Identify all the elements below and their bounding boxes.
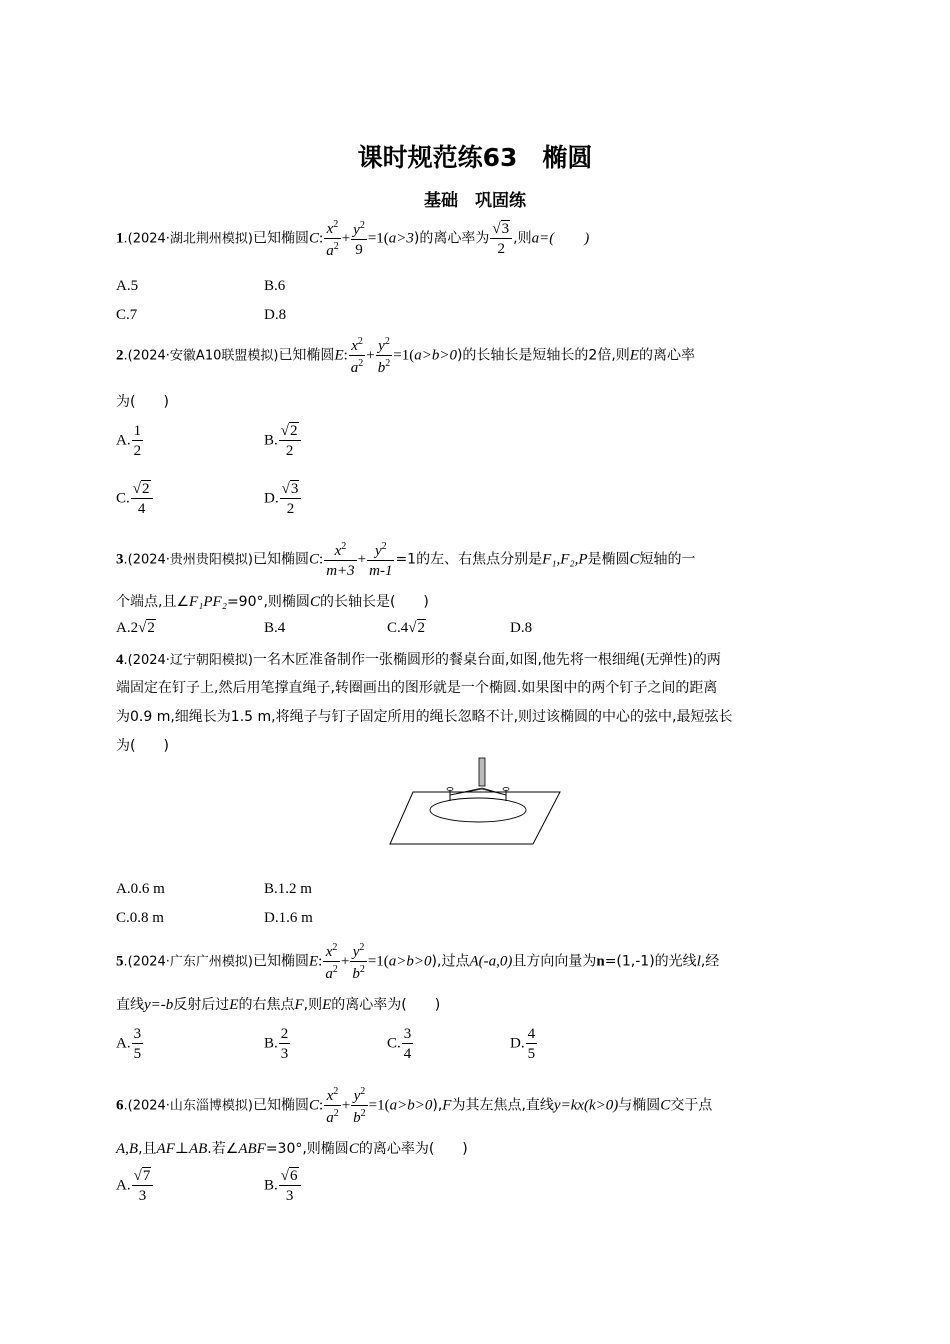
q6-frac-x: $\frac{x^2}{a^2}$ <box>326 1086 339 1126</box>
page-title: 课时规范练63 椭圆 <box>357 143 593 172</box>
q1-frac-y: $\frac{y^2}{9}$ <box>353 220 365 258</box>
q4-stem-line3: 为0.9 m,细绳长为1.5 m,将绳子与钉子固定所用的绳长忽略不计,则过该椭圆的中心的弦中,最短弦长 <box>116 709 733 725</box>
q3-frac-y: $\frac{y^2}{m-1}$ <box>369 541 393 579</box>
q5-option-c[interactable]: C. $\frac{3}{4}$ <box>387 1026 412 1062</box>
q3-option-d[interactable]: D.8 <box>510 620 533 636</box>
q4-stem-line4: 为( ) <box>116 738 169 754</box>
pencil <box>479 758 485 786</box>
q6-option-a[interactable]: A. $\frac{√7}{3}$ <box>116 1168 154 1204</box>
q1-stem: 1.(2024·湖北荆州模拟)已知椭圆C: $\frac{x^2}{a^2}$ + $\frac{y^2}{9}$ =1(a>3)的离心率为 $\frac{√3}{2}$ ,则a=( ) <box>116 219 590 259</box>
q5-option-b[interactable]: B. $\frac{2}{3}$ <box>264 1026 289 1062</box>
q2-option-d[interactable]: D. $\frac{√3}{2}$ <box>264 481 302 517</box>
q6-stem-line2: A,B,且AF⊥AB.若∠ABF=30°,则椭圆C的离心率为( ) <box>116 1141 468 1157</box>
q5-stem-line2: 直线y=-b反射后过E的右焦点F,则E的离心率为( ) <box>116 997 441 1013</box>
q1-option-c[interactable]: C.7 <box>116 307 138 323</box>
q3-frac-x: $\frac{x^2}{m+3}$ <box>326 541 355 579</box>
q4-stem-line2: 端固定在钉子上,然后用笔撑直绳子,转圈画出的图形就是一个椭圆.如果图中的两个钉子之间的距离 <box>116 680 718 696</box>
q2-stem-line2: 为( ) <box>116 394 169 410</box>
q2-option-b[interactable]: B. $\frac{√2}{2}$ <box>264 423 302 459</box>
q1-frac-x: $\frac{x^2}{a^2}$ <box>326 219 339 259</box>
q1-option-a[interactable]: A.5 <box>116 278 139 294</box>
q3-stem: 3.(2024·贵州贵阳模拟)已知椭圆C: $\frac{x^2}{m+3}$ + $\frac{y^2}{m-1}$ =1的左、右焦点分别是F₁,F₂,P是椭圆C短轴的一 <box>116 541 696 579</box>
q3-stem-line2: 个端点,且∠F₁PF₂=90°,则椭圆C的长轴长是( ) <box>116 594 429 610</box>
q3-option-a[interactable]: A.2√2 <box>116 620 155 636</box>
q2-stem: 2.(2024·安徽A10联盟模拟)已知椭圆E: $\frac{x^2}{a^2}$ + $\frac{y^2}{b^2}$ =1(a>b>0)的长轴长是短轴长的2倍,则E的离心率 <box>116 336 695 376</box>
q1-option-b[interactable]: B.6 <box>264 278 286 294</box>
q6-frac-y: $\frac{y^2}{b^2}$ <box>353 1086 366 1126</box>
ellipse-table-figure <box>385 752 565 848</box>
q5-option-a[interactable]: A. $\frac{3}{5}$ <box>116 1026 142 1062</box>
q2-frac-x: $\frac{x^2}{a^2}$ <box>350 336 364 376</box>
nail-right-head <box>503 788 509 791</box>
q6-stem: 6.(2024·山东淄博模拟)已知椭圆C: $\frac{x^2}{a^2}$ + $\frac{y^2}{b^2}$ =1(a>b>0),F为其左焦点,直线y=kx(k>0)与椭圆C交于点 <box>116 1086 713 1126</box>
q1-ecc-frac: $\frac{√3}{2}$ <box>490 221 512 257</box>
q3-option-b[interactable]: B.4 <box>264 620 286 636</box>
q4-stem: 4.(2024·辽宁朝阳模拟)一名木匠准备制作一张椭圆形的餐桌台面,如图,他先将一根细绳(无弹性)的两 <box>116 652 721 668</box>
q2-option-a[interactable]: A. $\frac{1}{2}$ <box>116 423 142 459</box>
q2-frac-y: $\frac{y^2}{b^2}$ <box>377 336 391 376</box>
nail-left-head <box>447 788 453 791</box>
q5-option-d[interactable]: D. $\frac{4}{5}$ <box>510 1026 536 1062</box>
section-subtitle: 基础 巩固练 <box>424 191 526 211</box>
q4-option-c[interactable]: C.0.8 m <box>116 910 164 926</box>
q5-frac-y: $\frac{y^2}{b^2}$ <box>352 942 365 982</box>
table-plane <box>390 792 560 844</box>
q4-option-a[interactable]: A.0.6 m <box>116 881 165 897</box>
q5-frac-x: $\frac{x^2}{a^2}$ <box>325 942 338 982</box>
drawn-ellipse <box>430 798 526 822</box>
q2-option-c[interactable]: C. $\frac{√2}{4}$ <box>116 481 154 517</box>
q4-option-d[interactable]: D.1.6 m <box>264 910 313 926</box>
q5-stem: 5.(2024·广东广州模拟)已知椭圆E: $\frac{x^2}{a^2}$ + $\frac{y^2}{b^2}$ =1(a>b>0),过点A(-a,0)且方向向量为n=(1,-1)的光线l,经 <box>116 942 720 982</box>
q3-option-c[interactable]: C.4√2 <box>387 620 425 636</box>
q4-option-b[interactable]: B.1.2 m <box>264 881 312 897</box>
q6-option-b[interactable]: B. $\frac{√6}{3}$ <box>264 1168 302 1204</box>
q1-option-d[interactable]: D.8 <box>264 307 287 323</box>
